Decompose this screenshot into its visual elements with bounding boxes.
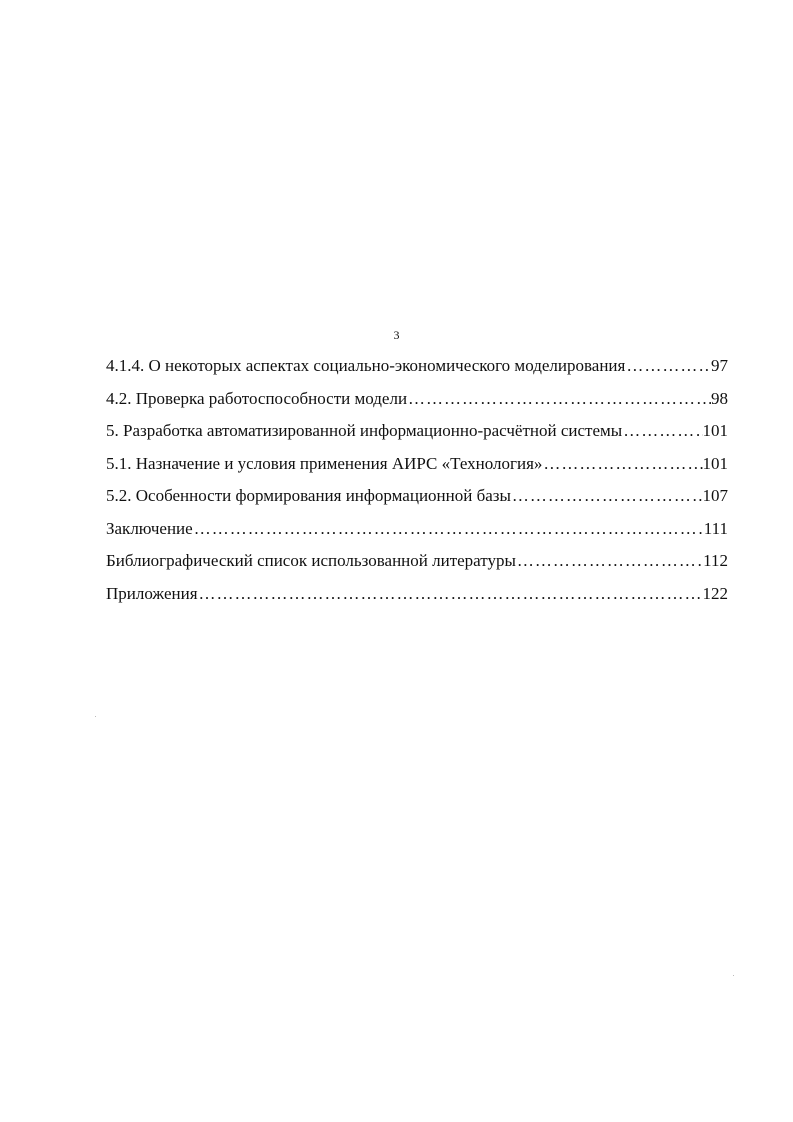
toc-entry-page: 112 <box>703 551 728 570</box>
page-number: 3 <box>393 328 400 342</box>
toc-entry-title: Библиографический список использованной литературы <box>106 551 516 570</box>
scan-speck <box>95 716 96 717</box>
toc-dot-leader <box>625 354 711 378</box>
toc-entry-page: 97 <box>711 356 728 375</box>
toc-entry-title: Заключение <box>106 518 193 538</box>
toc-entry-title: 5. Разработка автоматизированной информационно-расчётной системы <box>106 421 623 440</box>
toc-entry <box>106 419 728 452</box>
toc-dot-leader <box>516 549 703 573</box>
toc-entry-page: 101 <box>702 453 728 473</box>
toc-entry <box>106 387 728 420</box>
toc-entry-page: 107 <box>702 486 728 505</box>
table-of-contents <box>106 354 728 614</box>
toc-dot-leader <box>193 517 704 541</box>
toc-entry-page: 122 <box>702 583 728 603</box>
toc-entry-page: 101 <box>702 421 728 440</box>
toc-entry <box>106 354 728 387</box>
toc-entry-title: 4.2. Проверка работоспособности модели <box>106 388 408 408</box>
toc-dot-leader <box>407 387 711 411</box>
toc-dot-leader <box>622 419 702 443</box>
toc-entry-title: 4.1.4. О некоторых аспектах социально-экономического моделирования <box>106 356 626 375</box>
toc-entry <box>106 484 728 517</box>
toc-entry-title: 5.1. Назначение и условия применения АИРС «Технология» <box>106 453 543 473</box>
toc-entry-page: 98 <box>711 388 728 408</box>
toc-entry <box>106 549 728 582</box>
toc-entry-title: Приложения <box>106 583 198 603</box>
toc-entry <box>106 452 728 485</box>
toc-entry-page: 111 <box>703 518 728 538</box>
toc-dot-leader <box>198 582 703 606</box>
toc-dot-leader <box>542 452 702 476</box>
toc-dot-leader <box>511 484 703 508</box>
scan-speck <box>733 975 734 976</box>
toc-entry <box>106 517 728 550</box>
toc-entry-title: 5.2. Особенности формирования информационной базы <box>106 486 511 505</box>
toc-entry <box>106 582 728 615</box>
